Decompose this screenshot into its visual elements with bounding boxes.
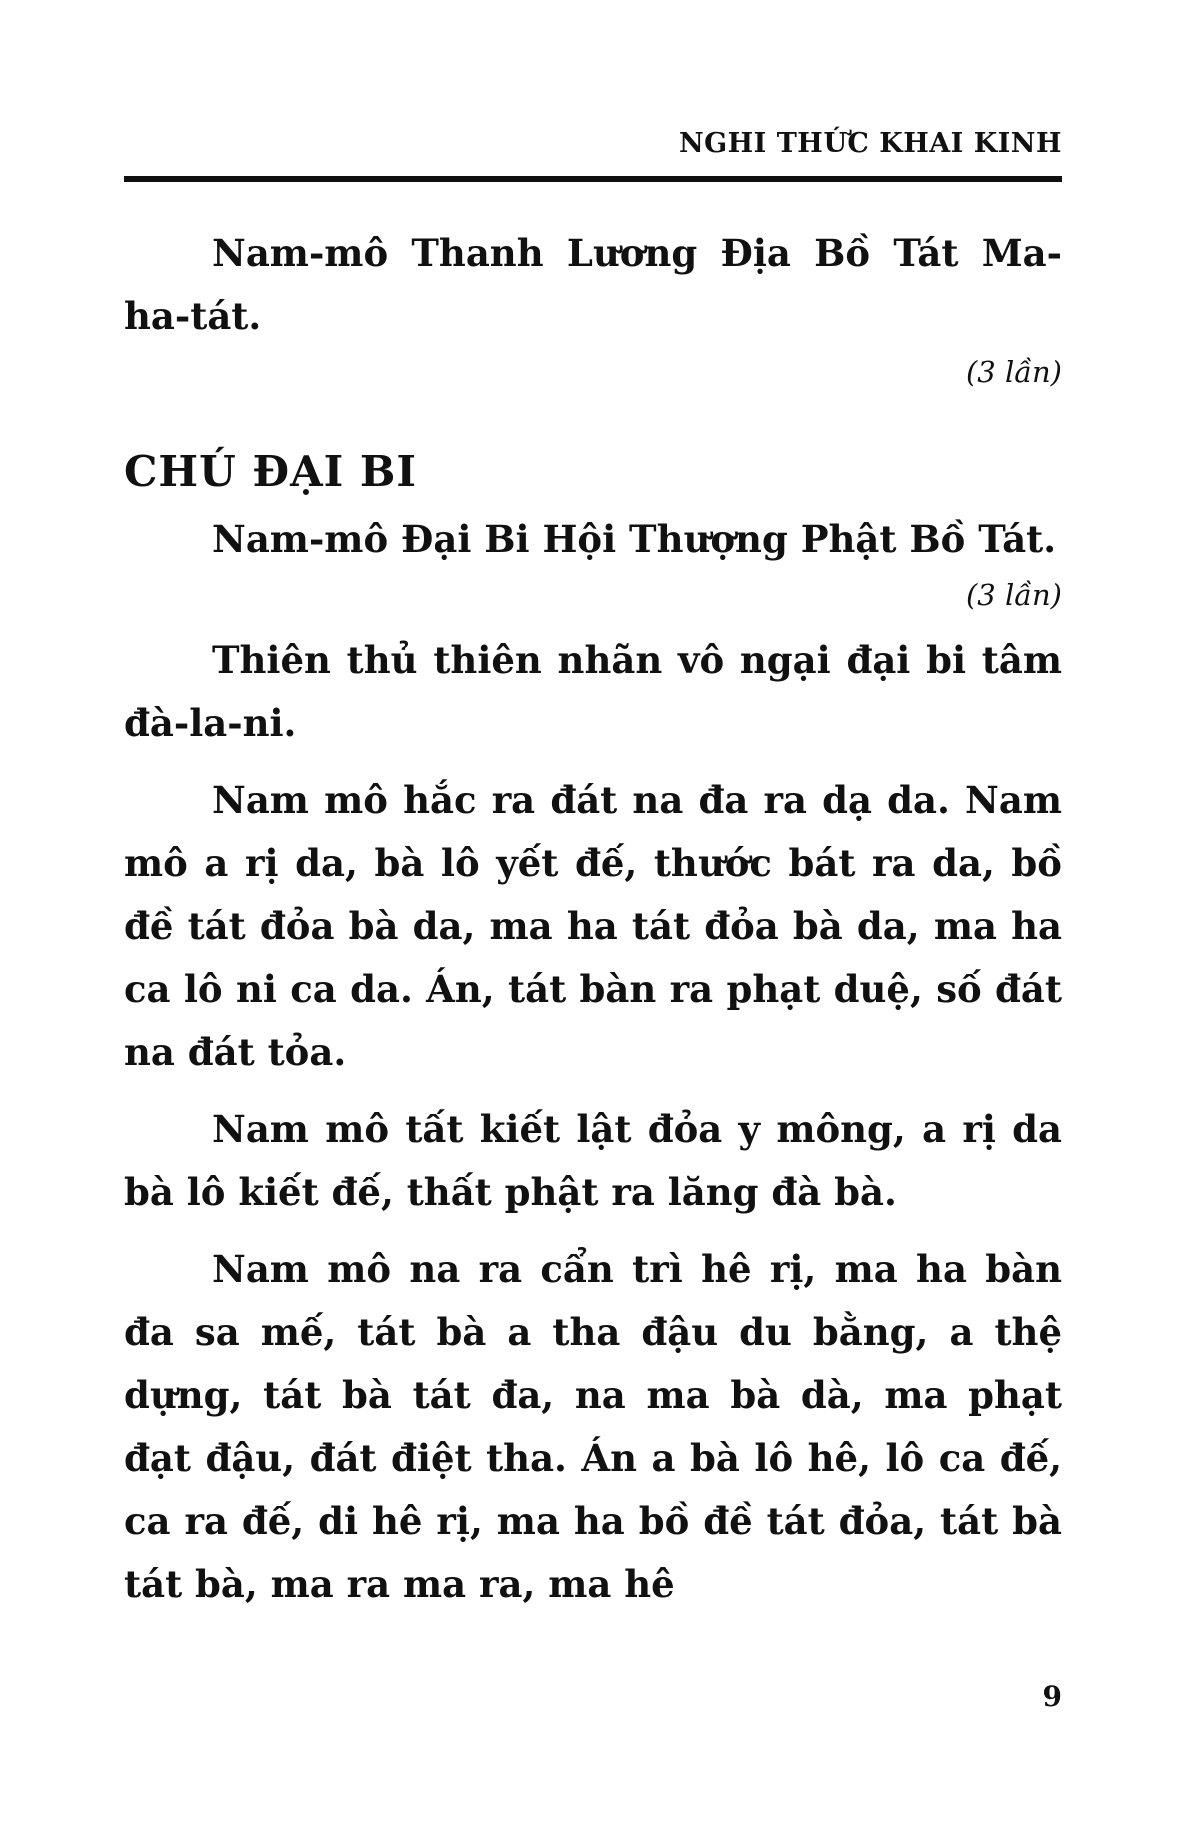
running-header: NGHI THỨC KHAI KINH xyxy=(678,128,1062,159)
repeat-note-1: (3 lần) xyxy=(965,355,1062,389)
page-number: 9 xyxy=(1042,1680,1062,1713)
section-title: CHÚ ĐẠI BI xyxy=(124,447,418,496)
paragraph-6: Nam mô na ra cẩn trì hê rị, ma ha bàn đa sa mế, tát bà a tha đậu du bằng, a thệ dựng, tát bà tát đa, na ma bà dà, ma phạt đạt đậu, đát điệt tha. Án a bà lô hê, lô ca đế, ca ra đế, di hê rị, ma ha bồ đề tát đỏa, tát bà tát bà, ma ra ma ra, ma hê xyxy=(124,1247,1062,1606)
paragraph-4: Nam mô hắc ra đát na đa ra dạ da. Nam mô a rị da, bà lô yết đế, thước bát ra da, bồ đề tát đỏa bà da, ma ha tát đỏa bà da, ma ha ca lô ni ca da. Án, tát bàn ra phạt duệ, số đát na đát tỏa. xyxy=(124,778,1062,1074)
paragraph-1: Nam-mô Thanh Lương Địa Bồ Tát Ma-ha-tát. xyxy=(124,231,1062,338)
paragraph-5: Nam mô tất kiết lật đỏa y mông, a rị da bà lô kiết đế, thất phật ra lăng đà bà. xyxy=(124,1107,1062,1214)
paragraph-3: Thiên thủ thiên nhãn vô ngại đại bi tâm đà-la-ni. xyxy=(124,638,1062,745)
header-rule xyxy=(124,176,1062,182)
repeat-note-2: (3 lần) xyxy=(965,578,1062,612)
paragraph-2: Nam-mô Đại Bi Hội Thượng Phật Bồ Tát. xyxy=(212,517,1057,561)
page-content xyxy=(124,222,1062,1616)
